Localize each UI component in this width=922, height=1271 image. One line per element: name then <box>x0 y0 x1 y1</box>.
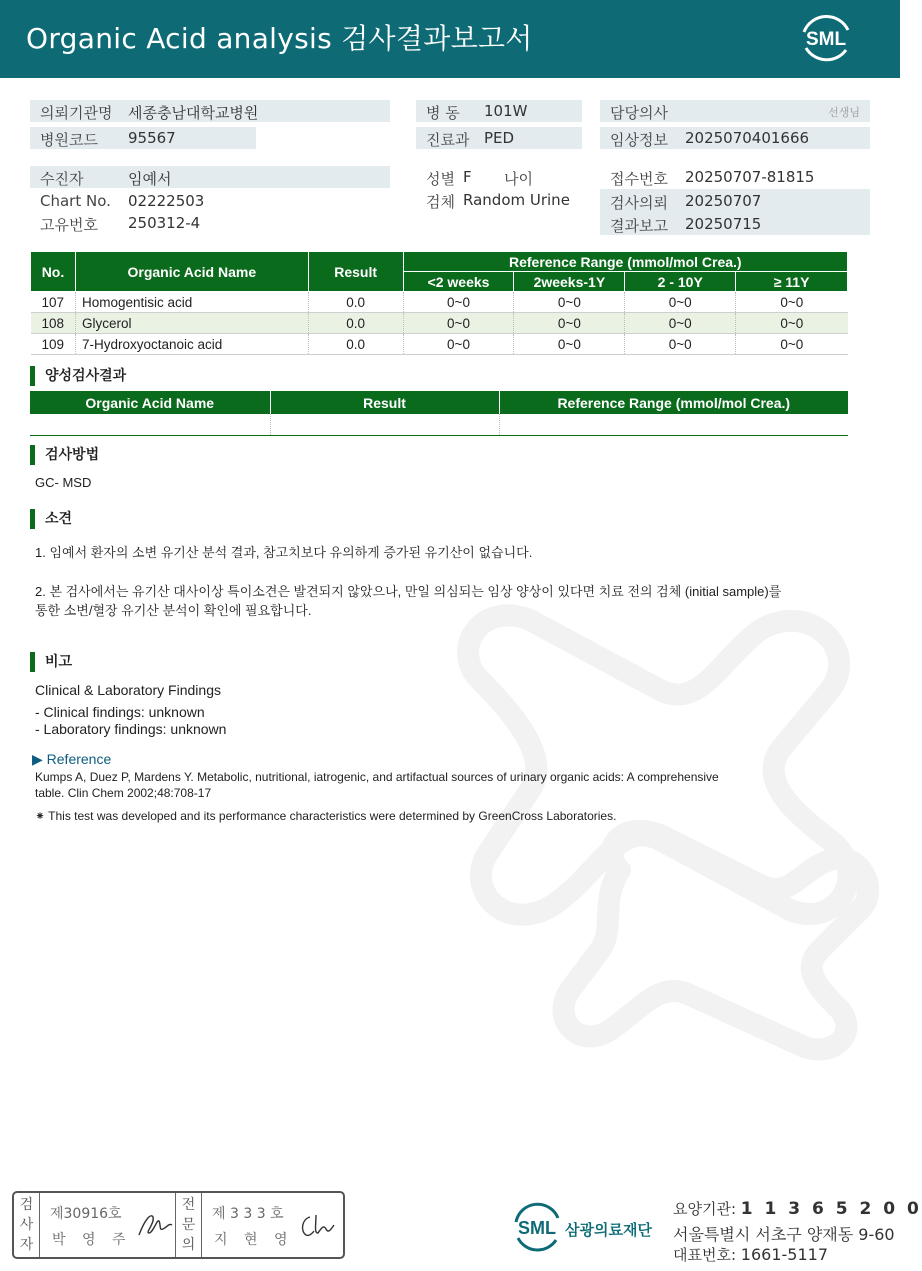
phone-value: 1661-5117 <box>740 1245 829 1264</box>
col-no-header: No. <box>31 252 76 292</box>
findings-line-1: 1. 임예서 환자의 소변 유기산 분석 결과, 참고치보다 유의하게 증가된 유기산이 없습니다. <box>35 545 533 560</box>
report-label: 결과보고 <box>610 217 668 235</box>
remarks-line-2: - Clinical findings: unknown <box>35 704 205 720</box>
sex-value: F <box>463 168 472 186</box>
logo-text: SML <box>805 29 847 50</box>
row-name: Glycerol <box>75 313 308 334</box>
table-row <box>31 334 848 355</box>
clinical-label: 임상정보 <box>610 131 668 149</box>
col-age1-header: <2 weeks <box>403 272 514 292</box>
positive-table <box>30 391 848 436</box>
row-no: 107 <box>31 292 76 313</box>
specialist-signature-icon <box>296 1209 340 1241</box>
row-range2: 0~0 <box>514 313 625 334</box>
hospital-code-value: 95567 <box>128 129 176 147</box>
col-age2-header: 2weeks-1Y <box>514 272 625 292</box>
care-value: 1 1 3 6 5 2 0 0 <box>740 1199 922 1219</box>
org-logo-icon <box>510 1200 565 1255</box>
specimen-value: Random Urine <box>463 191 570 209</box>
row-range3: 0~0 <box>625 334 736 355</box>
row-range4: 0~0 <box>736 292 848 313</box>
pos-result-header: Result <box>270 391 499 414</box>
inspector-signature-icon <box>135 1209 175 1241</box>
positive-heading: 양성검사결과 <box>30 366 126 386</box>
doctor-suffix: 선생님 <box>828 106 860 119</box>
ward-label: 병 동 <box>426 104 460 122</box>
col-age3-header: 2 - 10Y <box>625 272 736 292</box>
remarks-line-1: Clinical & Laboratory Findings <box>35 682 221 698</box>
dept-label: 진료과 <box>426 131 470 149</box>
col-result-header: Result <box>308 252 403 292</box>
results-table <box>30 251 848 355</box>
remarks-heading: 비고 <box>30 652 72 672</box>
col-age4-header: ≥ 11Y <box>736 272 848 292</box>
col-range-header: Reference Range (mmol/mol Crea.) <box>403 252 847 272</box>
institution-value: 세종충남대학교병원 <box>128 104 259 122</box>
hospital-code-field <box>30 127 256 149</box>
dates-field <box>600 189 870 235</box>
inspector-number: 제30916호 <box>50 1206 122 1222</box>
specimen-label: 검체 <box>426 193 455 211</box>
care-institution <box>673 1198 922 1219</box>
request-label: 검사의뢰 <box>610 194 668 212</box>
table-row <box>31 313 848 334</box>
sex-label: 성별 <box>426 170 455 188</box>
row-result: 0.0 <box>308 313 403 334</box>
row-range2: 0~0 <box>514 334 625 355</box>
row-range1: 0~0 <box>403 334 514 355</box>
patient-value: 임예서 <box>128 170 172 188</box>
findings-heading: 소견 <box>30 509 72 529</box>
phone-label: 대표번호: <box>673 1246 737 1264</box>
row-name: 7-Hydroxyoctanoic acid <box>75 334 308 355</box>
institution-label: 의뢰기관명 <box>40 104 113 122</box>
report-title: Organic Acid analysis 검사결과보고서 <box>26 22 533 55</box>
sml-logo-icon <box>796 12 856 64</box>
method-text: GC- MSD <box>35 475 92 490</box>
signature-box <box>12 1191 345 1259</box>
ward-field <box>416 100 582 122</box>
doctor-label: 담당의사 <box>610 104 668 122</box>
row-range1: 0~0 <box>403 313 514 334</box>
remarks-line-3: - Laboratory findings: unknown <box>35 721 227 737</box>
specialist-name: 지 현 영 <box>214 1232 294 1248</box>
chart-label: Chart No. <box>40 192 111 210</box>
inspector-cell <box>40 1193 176 1257</box>
hospital-code-label: 병원코드 <box>40 131 98 149</box>
org-name: 삼광의료재단 <box>565 1221 652 1239</box>
patient-label: 수진자 <box>40 170 84 188</box>
receipt-value: 20250707-81815 <box>685 168 815 186</box>
row-range2: 0~0 <box>514 292 625 313</box>
row-range3: 0~0 <box>625 292 736 313</box>
uid-label: 고유번호 <box>40 216 98 234</box>
org-address: 서울특별시 서초구 양재동 9-60 <box>673 1225 895 1244</box>
row-no: 108 <box>31 313 76 334</box>
row-no: 109 <box>31 334 76 355</box>
reference-line-2: table. Clin Chem 2002;48:708-17 <box>35 786 212 800</box>
reference-line-1: Kumps A, Duez P, Mardens Y. Metabolic, nutritional, iatrogenic, and artifactual sources of urinary organic acids: A comprehensive <box>35 770 719 784</box>
row-range4: 0~0 <box>736 313 848 334</box>
row-range1: 0~0 <box>403 292 514 313</box>
row-range4: 0~0 <box>736 334 848 355</box>
table-row <box>30 414 848 435</box>
specialist-label: 전 문 의 <box>176 1193 202 1257</box>
row-name: Homogentisic acid <box>75 292 308 313</box>
receipt-label: 접수번호 <box>610 170 668 188</box>
specialist-cell <box>202 1193 343 1257</box>
patient-field <box>30 166 390 188</box>
age-label: 나이 <box>504 170 533 188</box>
institution-field <box>30 100 390 122</box>
row-range3: 0~0 <box>625 313 736 334</box>
doctor-field <box>600 100 870 122</box>
row-result: 0.0 <box>308 292 403 313</box>
method-heading: 검사방법 <box>30 445 99 465</box>
dept-field <box>416 127 582 149</box>
report-header <box>0 0 900 78</box>
reference-note: ⁕ This test was developed and its performance characteristics were determined by GreenCross Laboratories. <box>35 809 617 823</box>
org-phone <box>673 1244 828 1265</box>
pos-name-header: Organic Acid Name <box>30 391 270 414</box>
inspector-name: 박 영 주 <box>52 1232 132 1248</box>
pos-range-header: Reference Range (mmol/mol Crea.) <box>499 391 848 414</box>
uid-value: 250312-4 <box>128 214 201 232</box>
clinical-info-field <box>600 127 870 149</box>
findings-line-3: 통한 소변/혈장 유기산 분석이 확인에 필요합니다. <box>35 603 312 618</box>
clinical-value: 2025070401666 <box>685 129 810 147</box>
request-value: 20250707 <box>685 192 762 210</box>
ward-value: 101W <box>484 102 528 120</box>
row-result: 0.0 <box>308 334 403 355</box>
col-name-header: Organic Acid Name <box>75 252 308 292</box>
inspector-label: 검 사 자 <box>14 1193 40 1257</box>
chart-value: 02222503 <box>128 192 205 210</box>
org-logo-text: SML <box>518 1218 556 1238</box>
dept-value: PED <box>484 129 515 147</box>
care-label: 요양기관: <box>673 1200 737 1218</box>
findings-line-2: 2. 본 검사에서는 유기산 대사이상 특이소견은 발견되지 않았으나, 만일 의심되는 임상 양상이 있다면 치료 전의 검체 (initial sample)를 <box>35 584 782 599</box>
report-value: 20250715 <box>685 215 762 233</box>
specialist-number: 제 3 3 3 호 <box>212 1206 284 1222</box>
reference-heading: ▶ Reference <box>32 751 112 767</box>
table-row <box>31 292 848 313</box>
